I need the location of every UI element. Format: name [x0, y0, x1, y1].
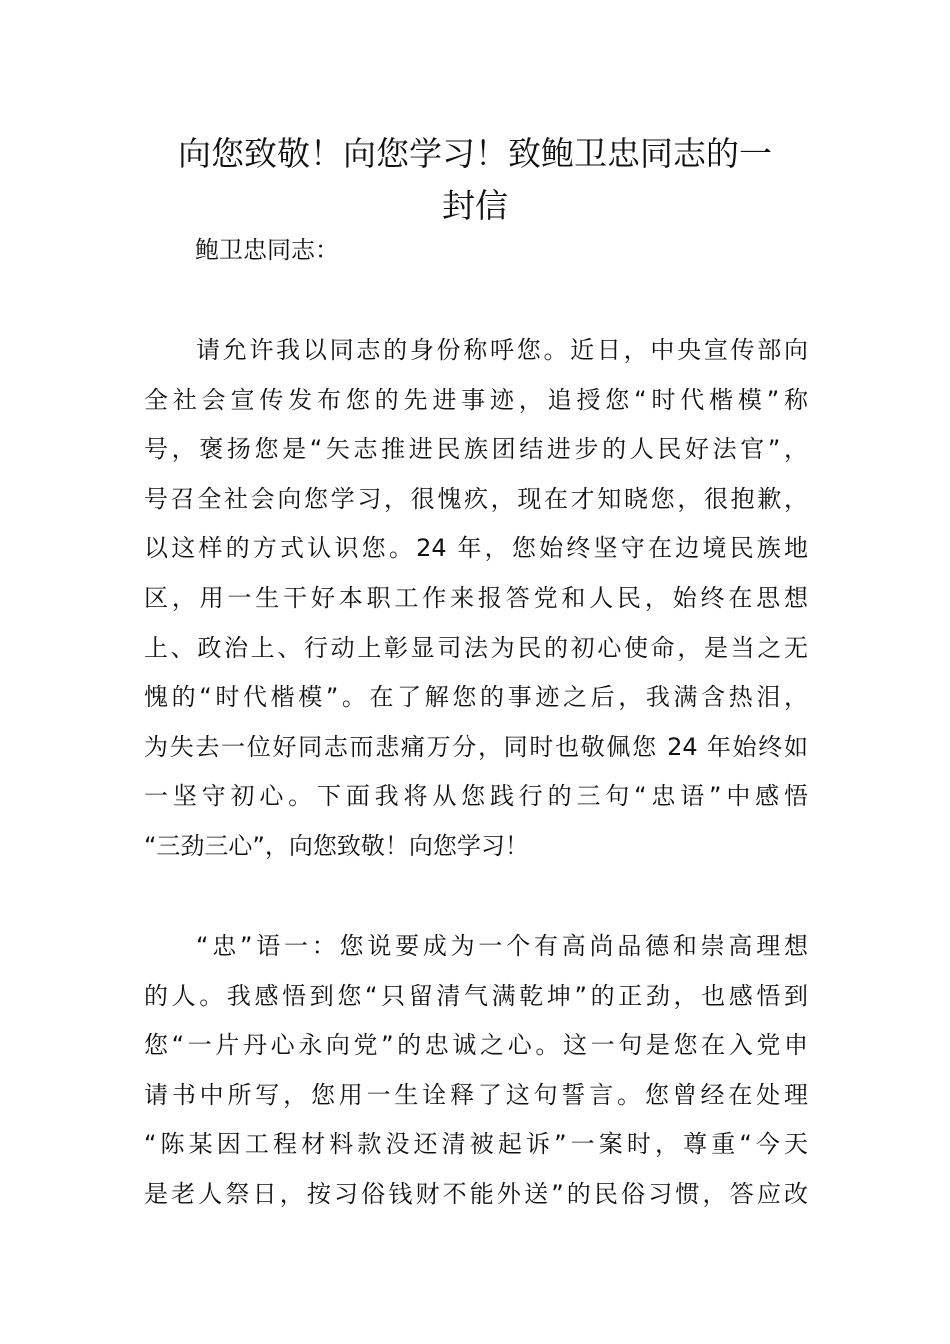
- paragraph-line: “三劲三心”，向您致敬！向您学习！: [144, 831, 529, 860]
- paragraph-line: 上、政治上、行动上彰显司法为民的初心使命，是当之无: [144, 633, 808, 662]
- paragraph-line: 的人。我感悟到您“只留清气满乾坤”的正劲，也感悟到: [144, 981, 808, 1010]
- paragraph-line: 一坚守初心。下面我将从您践行的三句“忠语”中感悟: [144, 782, 808, 811]
- paragraph-line: 是老人祭日，按习俗钱财不能外送”的民俗习惯，答应改: [144, 1179, 808, 1208]
- paragraph-line: 号召全社会向您学习，很愧疚，现在才知晓您，很抱歉，: [144, 484, 808, 513]
- paragraph-line: 以这样的方式认识您。24 年，您始终坚守在边境民族地: [144, 534, 808, 563]
- paragraph-1: [144, 326, 808, 872]
- paragraph-line: 愧的“时代楷模”。在了解您的事迹之后，我满含热泪，: [144, 683, 808, 712]
- paragraph-line: 区，用一生干好本职工作来报答党和人民，始终在思想: [144, 583, 808, 612]
- paragraph-line: 您“一片丹心永向党”的忠诚之心。这一句是您在入党申: [144, 1031, 808, 1060]
- paragraph-line: “陈某因工程材料款没还清被起诉”一案时，尊重“今天: [144, 1130, 808, 1159]
- paragraph-line: 为失去一位好同志而悲痛万分，同时也敬佩您 24 年始终如: [144, 732, 808, 761]
- document-title: [150, 128, 800, 232]
- paragraph-line: 请允许我以同志的身份称呼您。近日，中央宣传部向: [196, 336, 808, 364]
- paragraph-line: 请书中所写，您用一生诠释了这句誓言。您曾经在处理: [144, 1080, 808, 1109]
- paragraph-line: “忠”语一：您说要成为一个有高尚品德和崇高理想: [196, 932, 808, 960]
- paragraph-line: 全社会宣传发布您的先进事迹，追授您“时代楷模”称: [144, 385, 808, 414]
- title-line-2: 封信: [442, 186, 508, 225]
- salutation: 鲍卫忠同志：: [195, 236, 339, 264]
- title-line-1: 向您致敬！向您学习！致鲍卫忠同志的一: [178, 134, 772, 173]
- paragraph-2: [144, 922, 808, 1220]
- paragraph-line: 号，褒扬您是“矢志推进民族团结进步的人民好法官”，: [144, 435, 808, 464]
